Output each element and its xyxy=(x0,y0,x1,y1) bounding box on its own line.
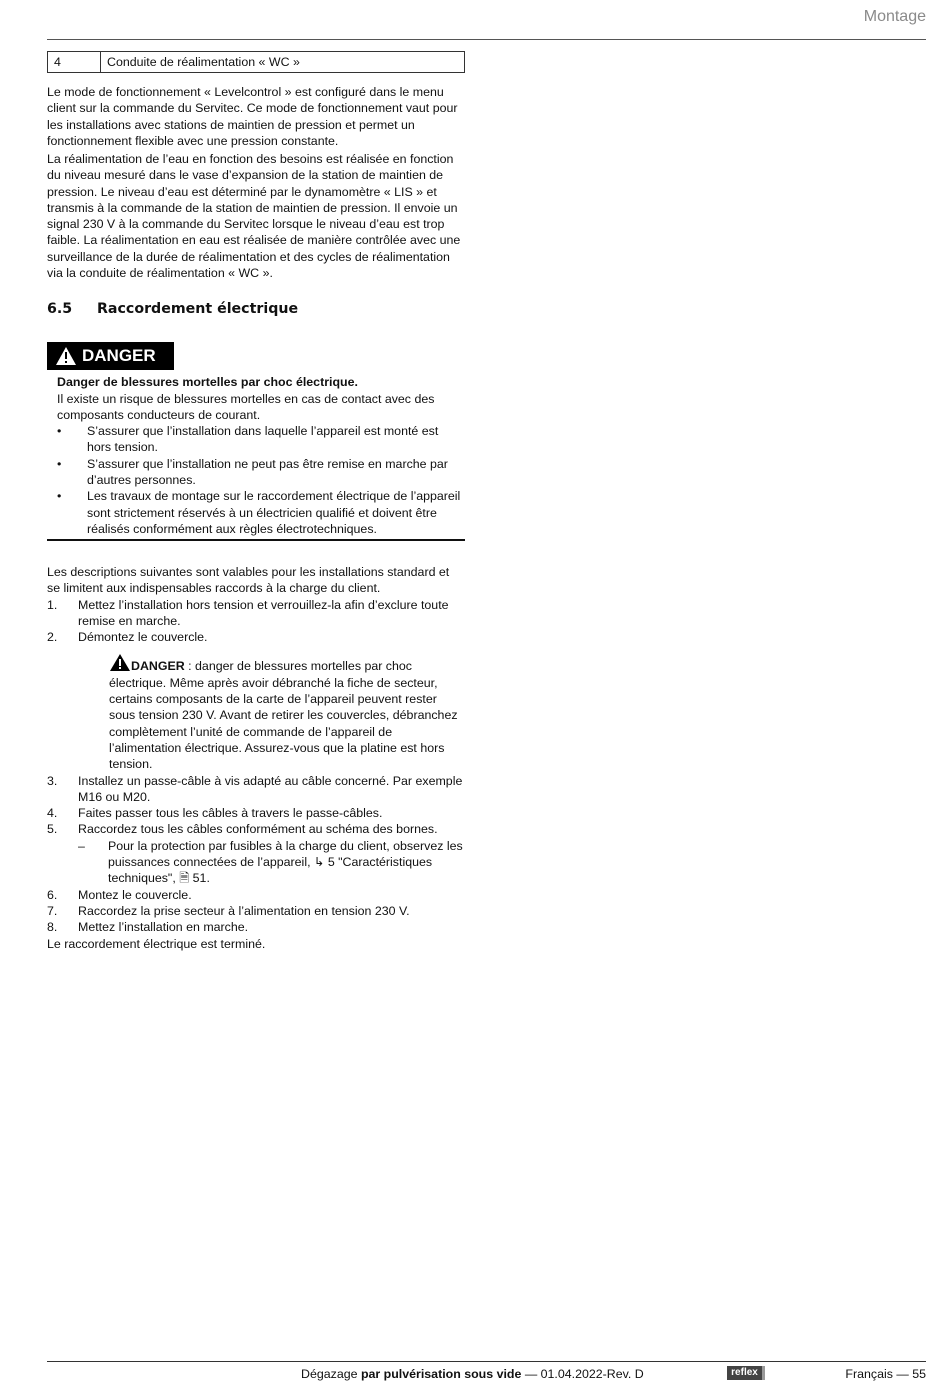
table-row xyxy=(48,52,465,73)
warning-icon xyxy=(55,346,77,366)
bullet: • xyxy=(57,424,62,439)
table-cell-label: Conduite de réalimentation « WC » xyxy=(101,52,465,73)
step-item: 1. Mettez l’installation hors tension et verrouillez-la afin d’exclure toute remise en marche. xyxy=(47,597,449,628)
sub-step: – Pour la protection par fusibles à la charge du client, observez les puissances connectées de l’appareil, ↳ 5 "Caractéristiques techniques", 🗎 51. xyxy=(78,838,463,886)
instructions xyxy=(47,564,465,952)
step-danger-note xyxy=(78,654,465,772)
instructions-intro: Les descriptions suivantes sont valables pour les installations standard et se limitent aux indispensables raccords à la charge du client. xyxy=(47,565,450,596)
reference-link-text: 5 "Caractéristiques techniques", xyxy=(108,855,433,886)
danger-title: Danger de blessures mortelles par choc électrique. xyxy=(57,375,358,390)
step-danger-label: DANGER xyxy=(131,659,185,674)
section-number: 6.5 xyxy=(47,301,73,317)
reference-table xyxy=(47,51,465,73)
step-danger-text: : danger de blessures mortelles par choc électrique. Même après avoir débranché la fiche de secteur, certains composants de la carte de l’appareil peuvent rester sous tension 230 V. Avant de retirer les couvercles, débranchez complètement l’unité de commande de l’appareil de l’alimentation électrique. Assurez-vous que la platine est hors tension. xyxy=(109,659,458,772)
step-item: 8. Mettez l’installation en marche. xyxy=(47,920,249,935)
danger-content xyxy=(47,374,465,537)
step-item: 3. Installez un passe-câble à vis adapté au câble concerné. Par exemple M16 ou M20. xyxy=(47,773,463,804)
step-item: 4. Faites passer tous les câbles à travers le passe-câbles. xyxy=(47,806,383,821)
list-item: • S’assurer que l’installation dans laquelle l’appareil est monté est hors tension. xyxy=(57,424,439,455)
footer-document-title: Dégazage par pulvérisation sous vide — 01.04.2022-Rev. D xyxy=(301,1367,644,1381)
page-icon: 🗎 xyxy=(179,871,190,886)
danger-box xyxy=(47,342,465,541)
instructions-outro: Le raccordement électrique est terminé. xyxy=(47,936,266,951)
paragraph-realimentation: La réalimentation de l’eau en fonction des besoins est réalisée en fonction du niveau mesuré dans le vase d’expansion de la station de maintien de pression. Le niveau d’eau est déterminé par le dynamomètre « LIS » et transmis à la commande de la station de maintien de pression. Il envoie un signal 230 V à la commande du Servitec lorsque le niveau d’eau est trop faible. La réalimentation en eau est réalisée de manière contrôlée avec une surveillance de la durée de réalimentation et des cycles de réalimentation via la conduite de réalimentation « WC ». xyxy=(47,152,461,281)
steps-list xyxy=(47,597,465,936)
section-header: Montage xyxy=(863,8,926,25)
step-item: 6. Montez le couvercle. xyxy=(47,887,192,902)
paragraph-levelcontrol: Le mode de fonctionnement « Levelcontrol » est configuré dans le menu client sur la commande du Servitec. Ce mode de fonctionnement vaut pour les installations avec stations de maintien de pression et permet un fonctionnement flexible avec une pression constante. xyxy=(47,85,458,148)
reference-arrow-icon: ↳ xyxy=(313,855,325,870)
reflex-logo: reflex xyxy=(727,1366,765,1380)
list-item: • Les travaux de montage sur le raccordement électrique de l’appareil sont strictement réservés à un électricien qualifié et doivent être réalisés conformément aux règles électrotechniques. xyxy=(57,489,461,536)
danger-list xyxy=(57,423,465,537)
table-cell-number: 4 xyxy=(48,52,101,73)
page-reference[interactable]: 🗎 51. xyxy=(179,871,210,886)
footer-page-number: Français — 55 xyxy=(845,1367,926,1381)
section-title-text: Raccordement électrique xyxy=(97,301,299,317)
step-item: 2. Démontez le couvercle. DANGER : danger de blessures mortelles par choc électrique. Même après avoir débranché la fiche de secteur, certains composants de la carte de l’appareil peuvent rester sous tension 230 V. Avant de retirer les couvercles, débranchez complètement l’unité de commande de l’appareil de l’alimentation électrique. Assurez-vous que la platine est hors tension. xyxy=(47,629,465,772)
danger-text: Il existe un risque de blessures mortelles en cas de contact avec des composants conducteurs de courant. xyxy=(57,391,435,422)
header-rule xyxy=(47,39,926,40)
danger-label-text: DANGER xyxy=(82,345,156,365)
dash: – xyxy=(78,838,85,853)
bullet: • xyxy=(57,456,62,471)
section-title xyxy=(47,301,298,317)
step-item: 7. Raccordez la prise secteur à l’alimentation en tension 230 V. xyxy=(47,903,410,918)
warning-icon xyxy=(109,654,131,672)
danger-label xyxy=(47,342,174,370)
footer-rule xyxy=(47,1361,926,1362)
step-item: 5. Raccordez tous les câbles conformément au schéma des bornes. – Pour la protection par fusibles à la charge du client, observez les puissances connectées de l’appareil, ↳ 5 "Caractéristiques techniques", 🗎 51. xyxy=(47,821,465,886)
list-item: • S’assurer que l’installation ne peut pas être remise en marche par d’autres personnes. xyxy=(57,456,448,488)
bullet: • xyxy=(57,489,62,504)
